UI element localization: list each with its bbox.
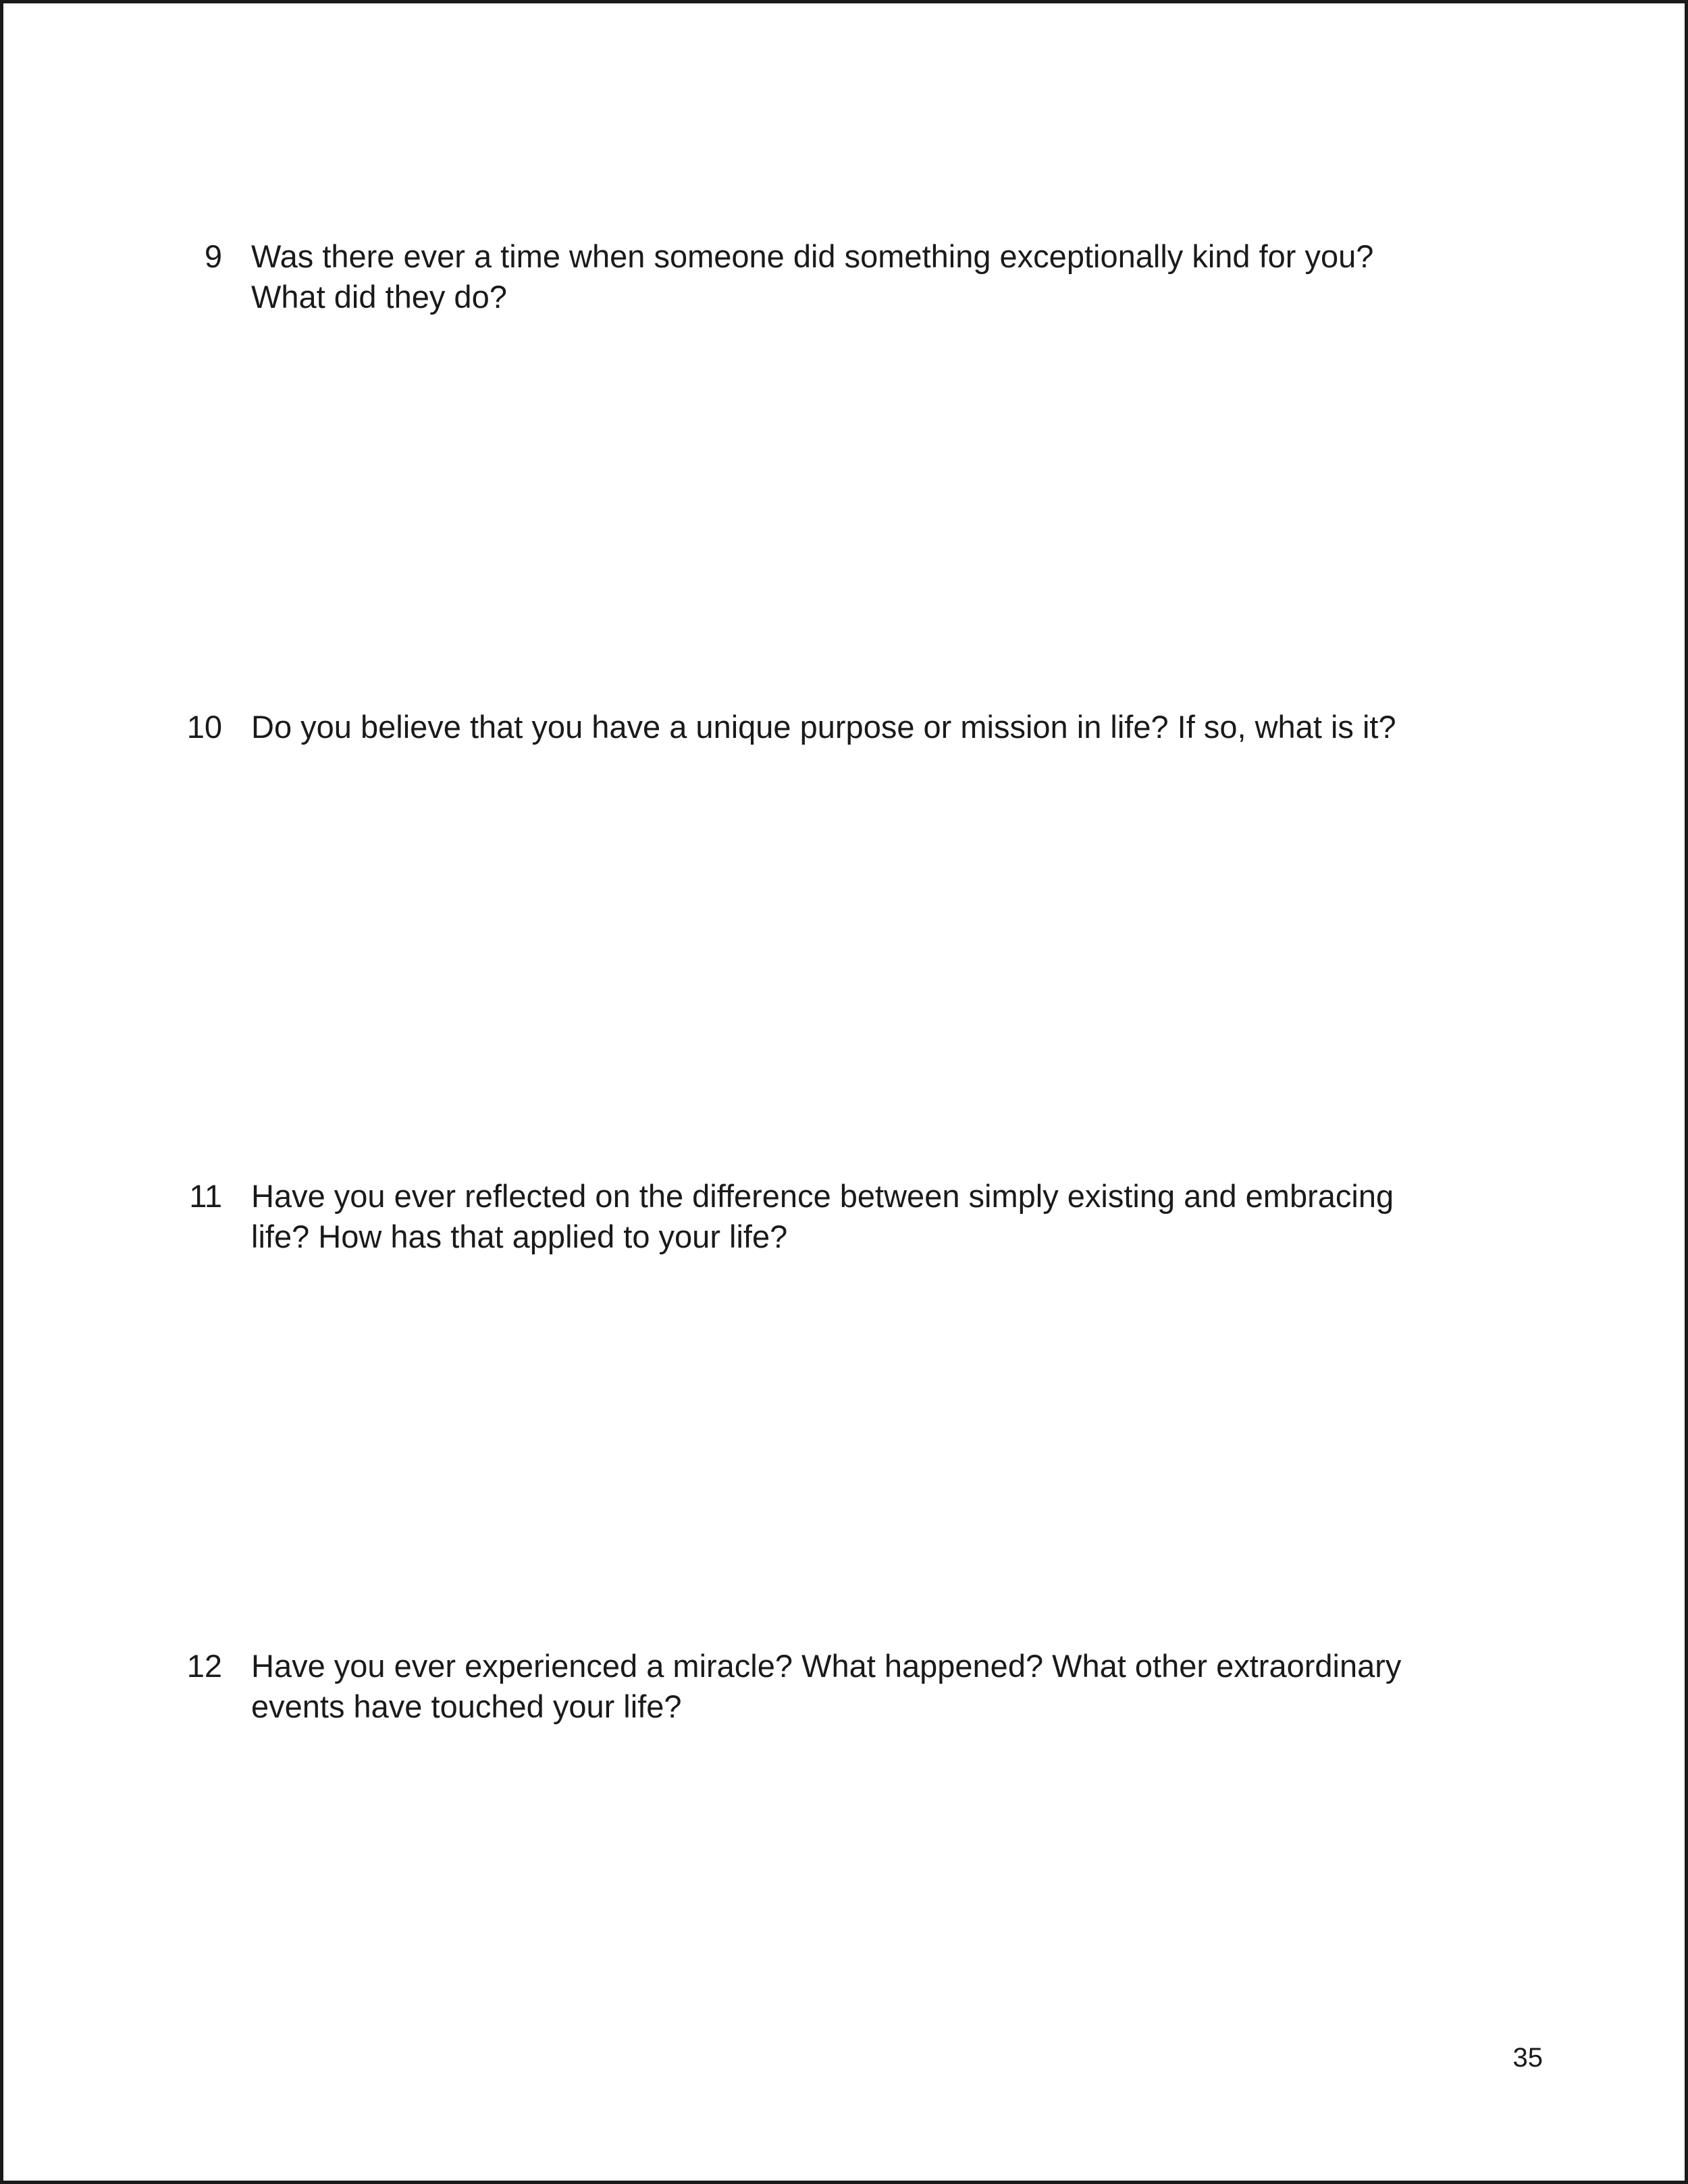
question-text-line: What did they do?: [251, 279, 507, 315]
question-text-line: events have touched your life?: [251, 1688, 682, 1724]
question-text-line: Do you believe that you have a unique purpose or mission in life? If so, what is it?: [251, 709, 1396, 745]
question-text: [251, 707, 1517, 747]
question-text: [251, 1176, 1517, 1257]
question-text-line: Have you ever experienced a miracle? What happened? What other extraordinary: [251, 1648, 1402, 1684]
question-number: 9: [204, 238, 222, 274]
question-text: [251, 236, 1517, 317]
question-text: [251, 1646, 1517, 1727]
question-number: 12: [186, 1648, 222, 1684]
question-text-line: life? How has that applied to your life?: [251, 1219, 788, 1254]
question-text-line: Was there ever a time when someone did something exceptionally kind for you?: [251, 238, 1374, 274]
page-number: 35: [1512, 2043, 1543, 2073]
question-number: 11: [189, 1178, 222, 1214]
question-text-line: Have you ever reflected on the difference between simply existing and embracing: [251, 1178, 1394, 1214]
question-number: 10: [186, 709, 222, 745]
